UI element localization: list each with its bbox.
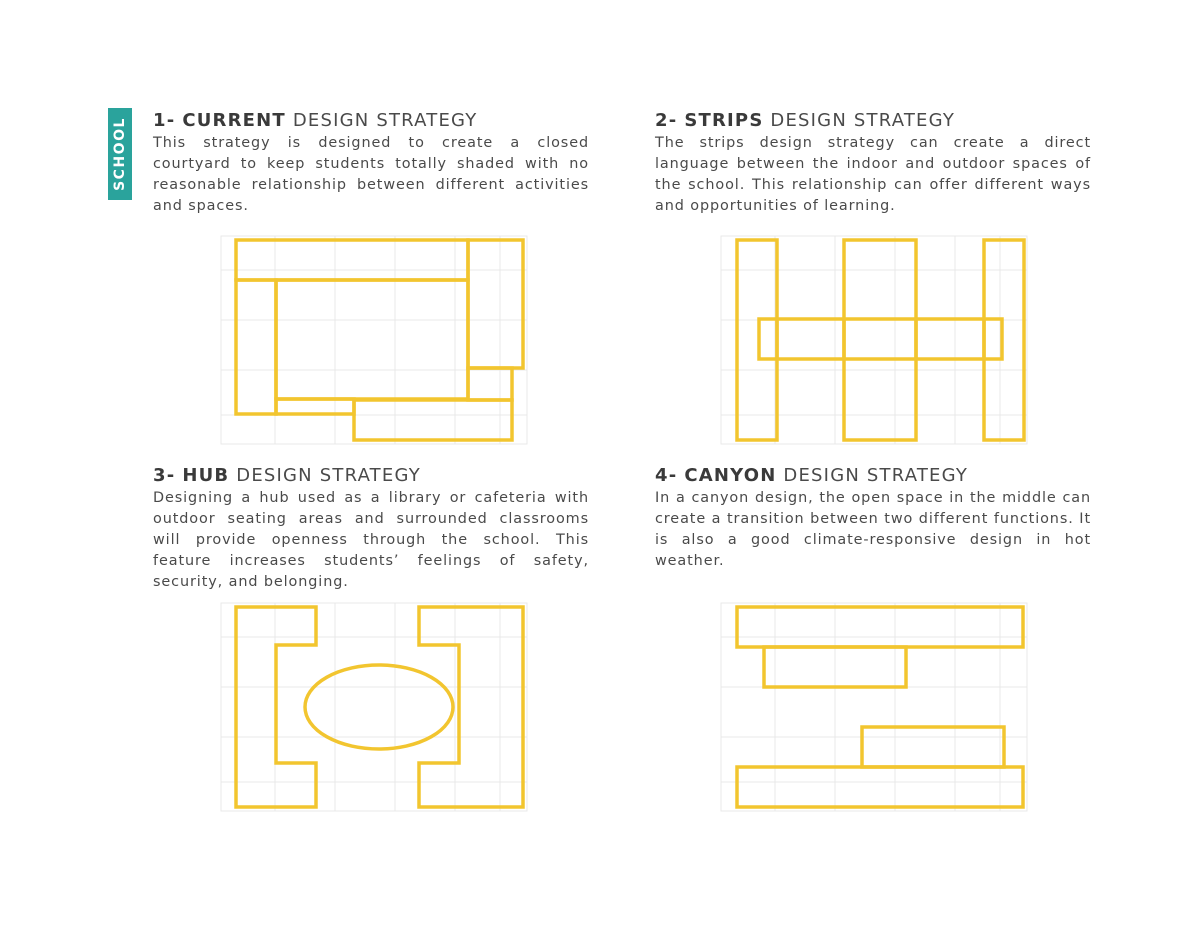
strategy-title <box>655 110 1091 132</box>
strategy-number: 4- <box>655 465 678 486</box>
strategy-description: Designing a hub used as a library or cafeteria with outdoor seating areas and surrounded classrooms will provide openness through the school. This feature increases students’ feelings of safety, security, and belonging. <box>153 490 589 590</box>
strategy-description: In a canyon design, the open space in the middle can create a transition between two different functions. It is also a good climate-responsive design in hot weather. <box>655 490 1091 569</box>
strategy-title-suffix: DESIGN STRATEGY <box>783 465 969 486</box>
school-side-tab <box>108 108 132 200</box>
strategy-keyword: STRIPS <box>684 110 764 131</box>
hub-strategy-diagram <box>215 597 535 817</box>
strategy-number: 2- <box>655 110 678 131</box>
strategy-description: This strategy is designed to create a closed courtyard to keep students totally shaded with no reasonable relationship between different activities and spaces. <box>153 135 589 214</box>
strategy-title-suffix: DESIGN STRATEGY <box>292 110 478 131</box>
strips-strategy-diagram <box>715 230 1035 450</box>
strategy-hub <box>153 465 589 593</box>
strategy-number: 1- <box>153 110 176 131</box>
strategy-number: 3- <box>153 465 176 486</box>
side-tab-label: SCHOOL <box>112 117 128 191</box>
strategy-keyword: CANYON <box>684 465 777 486</box>
floor-plan-background <box>721 236 1027 444</box>
canyon-strategy-diagram <box>715 597 1035 817</box>
floor-plan-background <box>721 603 1027 811</box>
strategy-title <box>153 110 589 132</box>
strategy-description: The strips design strategy can create a direct language between the indoor and outdoor spaces of the school. This relationship can offer different ways and opportunities of learning. <box>655 135 1091 214</box>
strategy-strips <box>655 110 1091 217</box>
strategy-canyon <box>655 465 1091 572</box>
strategy-title <box>153 465 589 487</box>
floor-plan-background <box>221 603 527 811</box>
strategy-title <box>655 465 1091 487</box>
current-strategy-diagram <box>215 230 535 450</box>
strategy-keyword: HUB <box>182 465 230 486</box>
strategy-title-suffix: DESIGN STRATEGY <box>236 465 421 486</box>
strategy-keyword: CURRENT <box>182 110 286 131</box>
strategy-current <box>153 110 589 217</box>
strategy-title-suffix: DESIGN STRATEGY <box>770 110 956 131</box>
